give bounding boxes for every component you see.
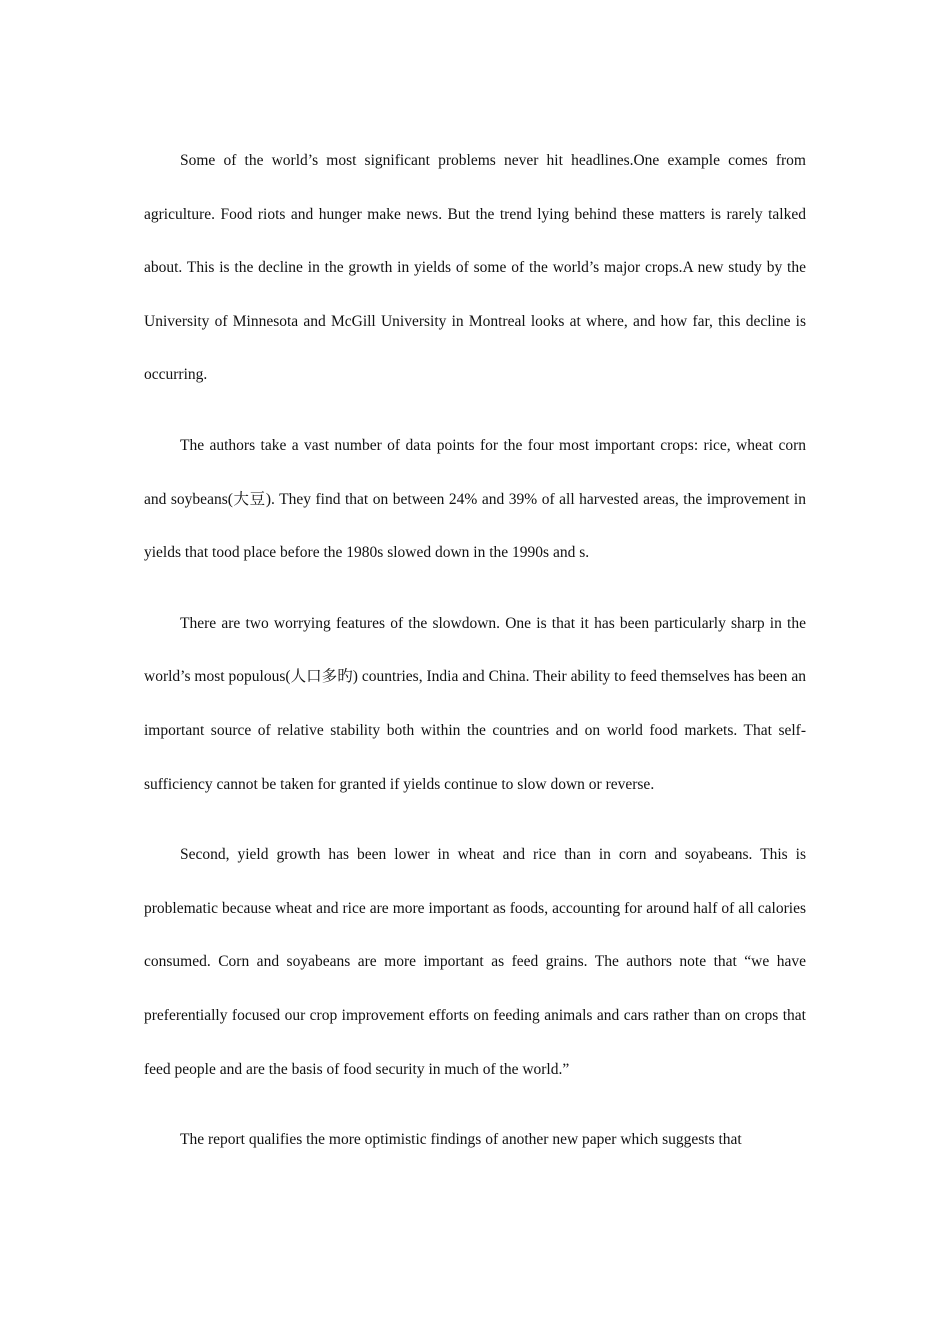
paragraph-1: Some of the world’s most significant problems never hit headlines.One example comes from agriculture. Food riots and hunger make news. But the trend lying behind these matters is rarely talked about. This is the decline in the growth in yields of some of the world’s major crops.A new study by the University of Minnesota and McGill University in Montreal looks at where, and how far, this decline is occurring.: [144, 152, 806, 384]
document-body: [144, 134, 806, 1167]
paragraph-4: Second, yield growth has been lower in wheat and rice than in corn and soyabeans. This is problematic because wheat and rice are more important as foods, accounting for around half of all calories consumed. Corn and soyabeans are more important as feed grains. The authors note that “we have preferentially focused our crop improvement efforts on feeding animals and cars rather than on crops that feed people and are the basis of food security in much of the world.”: [144, 846, 806, 1078]
paragraph-3: There are two worrying features of the slowdown. One is that it has been particularly sharp in the world’s most populous(人口多旳) countries, India and China. Their ability to feed themselves has been an important source of relative stability both within the countries and on world food markets. That self-sufficiency cannot be taken for granted if yields continue to slow down or reverse.: [144, 614, 806, 793]
paragraph-5: The report qualifies the more optimistic findings of another new paper which suggests that: [180, 1131, 742, 1149]
paragraph-2: The authors take a vast number of data points for the four most important crops: rice, wheat corn and soybeans(大豆). They find that on between 24% and 39% of all harvested areas, the improvement in yields that tood place before the 1980s slowed down in the 1990s and s.: [144, 436, 806, 562]
